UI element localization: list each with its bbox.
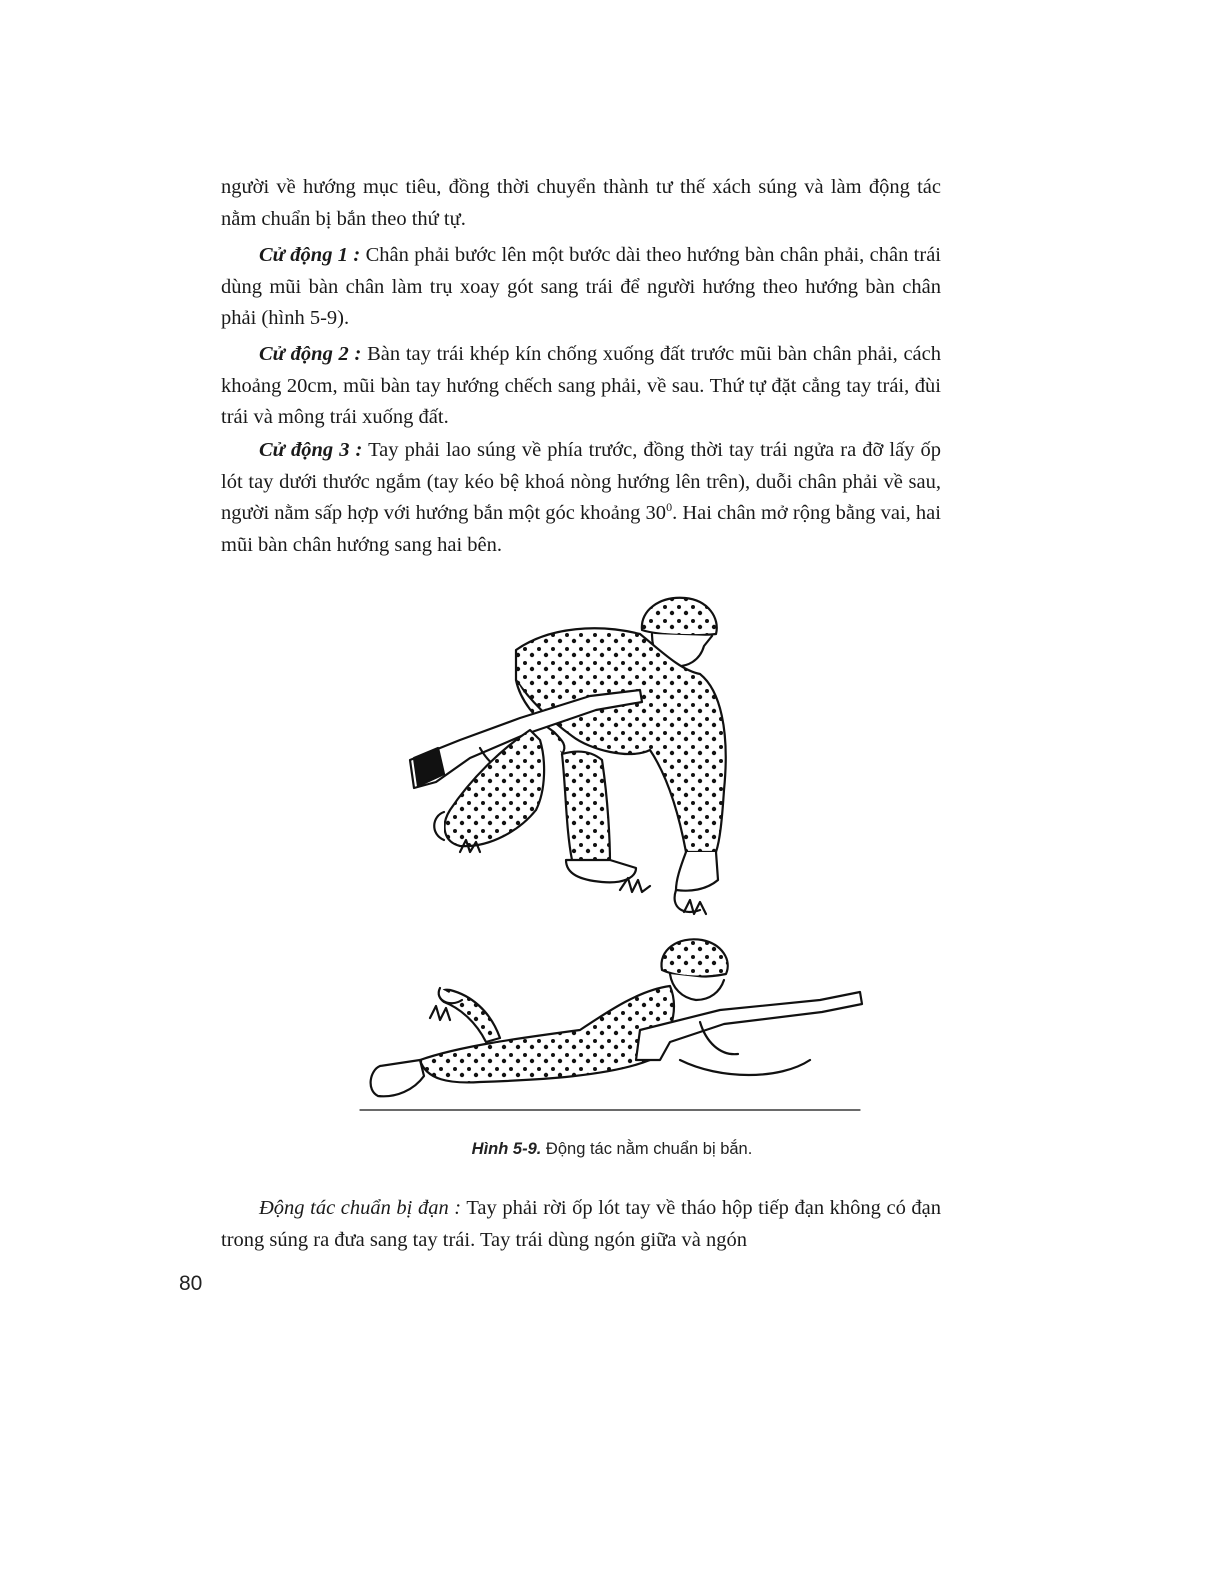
step-2-label: Cử động 2 : — [259, 343, 362, 365]
page-number: 80 — [179, 1272, 203, 1295]
ammo-prep-label: Động tác chuẩn bị đạn : — [259, 1197, 462, 1219]
step-1-text: Chân phải bước lên một bước dài theo hướng bàn chân phải, chân trái dùng mũi bàn chân làm trụ xoay gót sang trái để người hướng theo hướng bàn chân phải (hình 5-9). — [221, 244, 941, 329]
step-2-text: Bàn tay trái khép kín chống xuống đất trước mũi bàn chân phải, cách khoảng 20cm, mũi bàn tay hướng chếch sang phải, về sau. Thứ tự đặt cẳng tay trái, đùi trái và mông trái xuống đất. — [221, 343, 941, 428]
step-3-text: Tay phải lao súng về phía trước, đồng thời tay trái ngửa ra đỡ lấy ốp lót tay dưới thước ngắm (tay kéo bệ khoá nòng hướng lên trên), duỗi chân phải về sau, người nằm sấp hợp với hướng bắn một góc khoảng 30 — [221, 439, 942, 524]
prone-soldier-drawing — [360, 939, 862, 1110]
step-3-text-after: . Hai chân mở rộng bằng vai, hai mũi bàn chân hướng sang hai bên. — [221, 502, 941, 556]
step-3-label: Cử động 3 : — [259, 439, 363, 461]
figure-caption — [0, 1140, 1224, 1159]
ammo-prep-text: Tay phải rời ốp lót tay về tháo hộp tiếp đạn không có đạn trong súng ra đưa sang tay trái. Tay trái dùng ngón giữa và ngón — [221, 1197, 941, 1251]
figure-illustration — [340, 590, 880, 1120]
paragraph-step-2 — [221, 339, 941, 434]
caption-label: Hình 5-9. — [471, 1140, 542, 1158]
paragraph-ammo-prep — [221, 1193, 941, 1256]
caption-text: Động tác nằm chuẩn bị bắn. — [541, 1140, 753, 1158]
degree-superscript: 0 — [666, 500, 673, 515]
paragraph-step-3 — [221, 435, 941, 561]
paragraph-intro: người về hướng mục tiêu, đồng thời chuyển thành tư thế xách súng và làm động tác nằm chuẩn bị bắn theo thứ tự. — [221, 176, 941, 230]
step-1-label: Cử động 1 : — [259, 244, 361, 266]
paragraph-step-1 — [221, 240, 941, 335]
kneeling-soldier-drawing — [410, 598, 726, 914]
